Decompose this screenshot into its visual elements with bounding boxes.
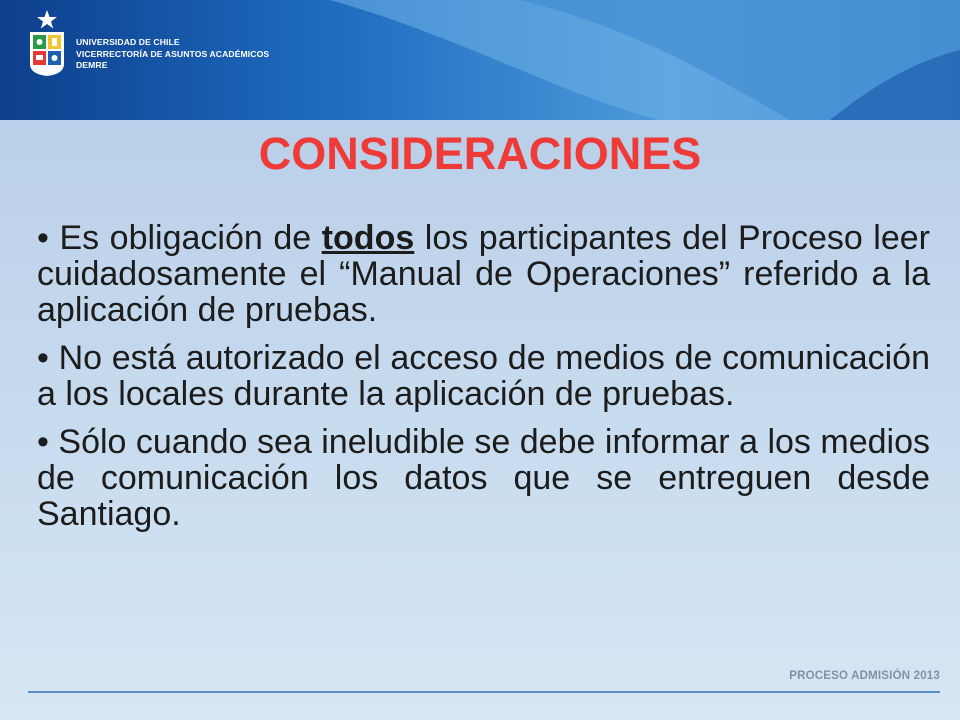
bullet-paragraph-2 [37,340,930,412]
paragraph-text: los participantes del Proceso leer cuidadosamente el “Manual de Operaciones” referido a la aplicación de pruebas. [37,219,931,329]
slide-content [37,220,930,544]
institution-line-demre: DEMRE [76,60,108,70]
footer-divider [28,691,940,693]
bullet-paragraph-1 [37,220,930,328]
paragraph-text: Sólo cuando sea ineludible se debe informar a los medios de comunicación los datos que se entreguen desde Santiago. [37,423,930,533]
emphasis-underlined: todos [321,219,415,257]
institution-line-vicerrectoria: VICERRECTORÍA DE ASUNTOS ACADÉMICOS [76,48,270,59]
bullet-marker: • [37,339,49,377]
slide-title: CONSIDERACIONES [258,128,702,179]
paragraph-text: Es obligación de [48,219,322,257]
institution-name [76,37,269,72]
footer-label: PROCESO ADMISIÓN 2013 [789,670,940,682]
paragraph-text: No está autorizado el acceso de medios de comunicación a los locales durante la aplicación de pruebas. [37,339,930,413]
bullet-marker: • [37,423,49,461]
bullet-marker: • [37,219,49,257]
institution-line-university: UNIVERSIDAD DE CHILE [76,37,180,47]
bullet-paragraph-3 [37,424,930,532]
university-shield-star-icon [26,8,68,78]
